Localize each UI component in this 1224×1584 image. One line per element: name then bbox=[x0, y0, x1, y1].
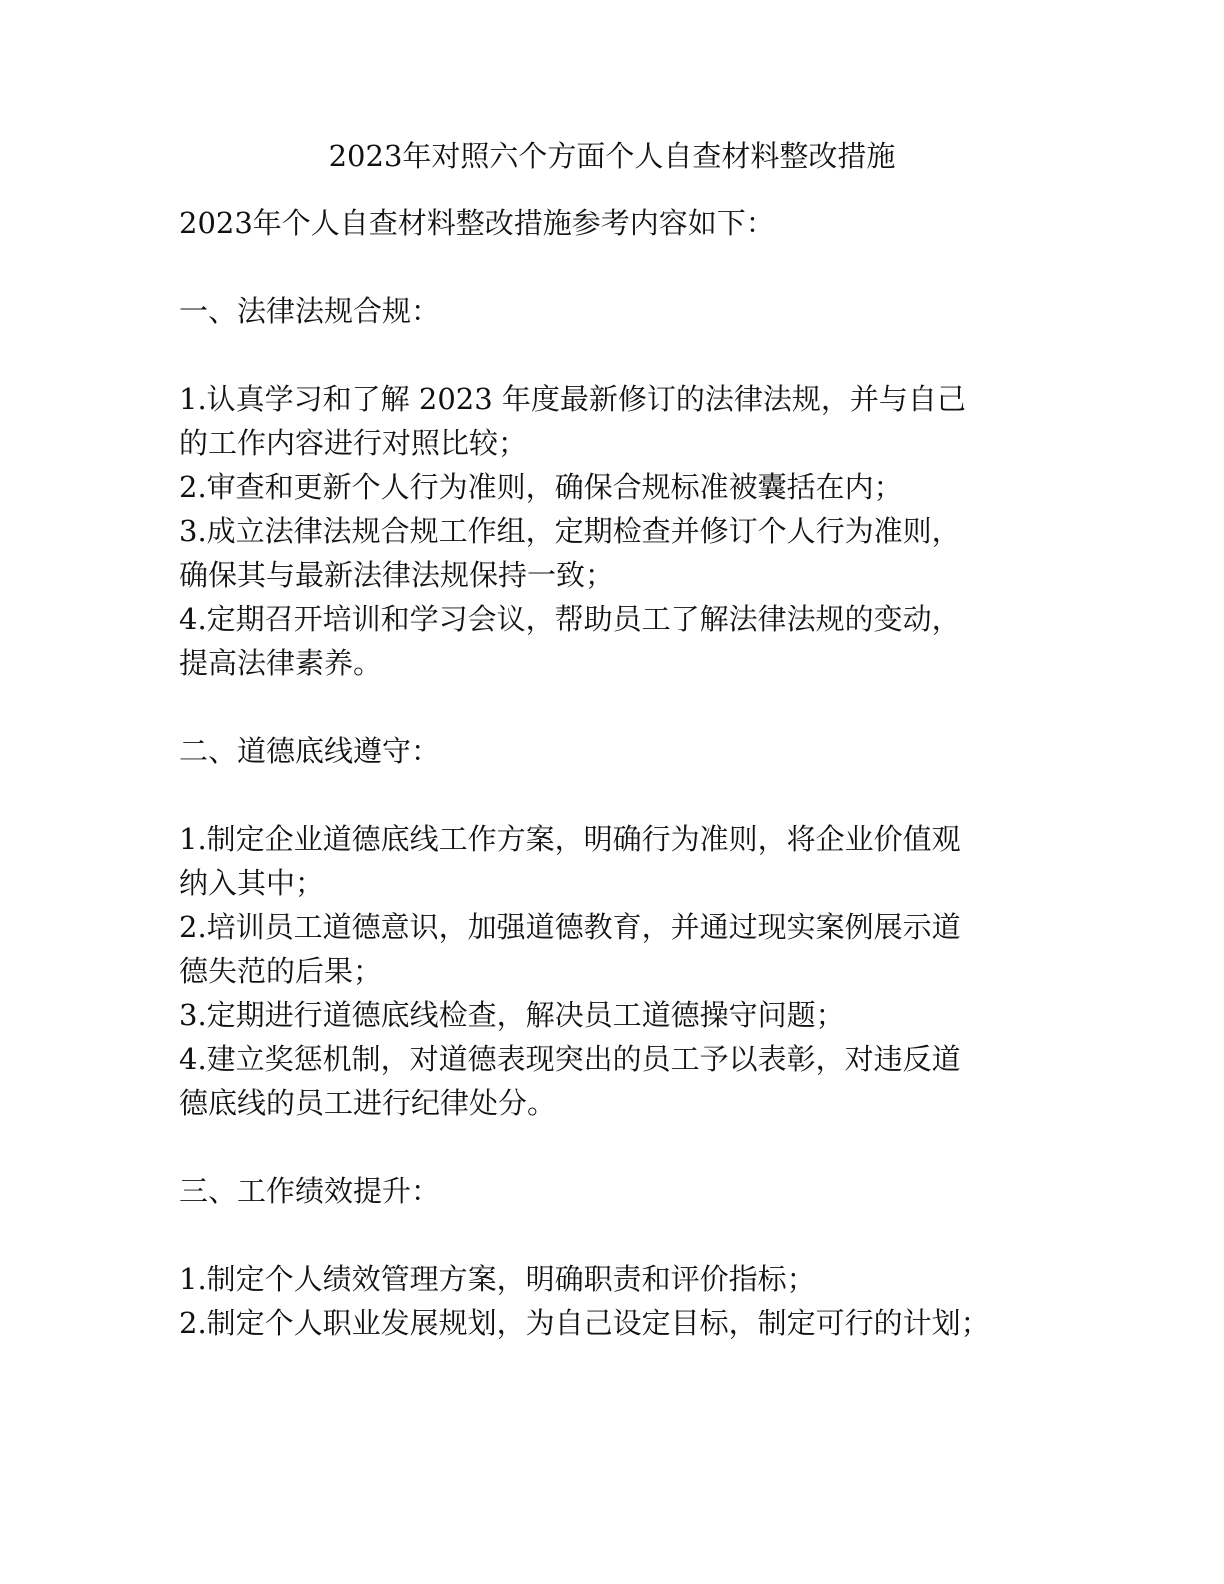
paragraph-line: 2.制定个人职业发展规划，为自己设定目标，制定可行的计划； bbox=[179, 1306, 990, 1340]
spacer bbox=[179, 245, 1059, 289]
paragraph-line: 提高法律素养。 bbox=[179, 646, 383, 680]
paragraph-line: 4.定期召开培训和学习会议，帮助员工了解法律法规的变动， bbox=[179, 602, 961, 636]
paragraph-line: 3.成立法律法规合规工作组，定期检查并修订个人行为准则， bbox=[179, 514, 961, 548]
paragraph-line: 德失范的后果； bbox=[179, 954, 383, 988]
paragraph-line: 2.审查和更新个人行为准则，确保合规标准被囊括在内； bbox=[179, 470, 903, 504]
spacer bbox=[179, 685, 1059, 729]
intro-paragraph: 2023年个人自查材料整改措施参考内容如下： bbox=[179, 206, 775, 240]
spacer bbox=[179, 773, 1059, 817]
paragraph-line: 的工作内容进行对照比较； bbox=[179, 426, 528, 460]
paragraph-line: 2.培训员工道德意识，加强道德教育，并通过现实案例展示道 bbox=[179, 910, 961, 944]
section-heading-performance: 三、工作绩效提升： bbox=[179, 1174, 441, 1208]
spacer bbox=[179, 333, 1059, 377]
paragraph-line: 3.定期进行道德底线检查，解决员工道德操守问题； bbox=[179, 998, 845, 1032]
document-body bbox=[179, 201, 1059, 1345]
spacer bbox=[179, 1213, 1059, 1257]
paragraph-line: 德底线的员工进行纪律处分。 bbox=[179, 1086, 557, 1120]
section-heading-legal: 一、法律法规合规： bbox=[179, 294, 441, 328]
paragraph-line: 纳入其中； bbox=[179, 866, 325, 900]
paragraph-line: 确保其与最新法律法规保持一致； bbox=[179, 558, 615, 592]
paragraph-line: 1.制定企业道德底线工作方案，明确行为准则，将企业价值观 bbox=[179, 822, 961, 856]
document-title: 2023年对照六个方面个人自查材料整改措施 bbox=[328, 139, 896, 173]
paragraph-line: 1.认真学习和了解 2023 年度最新修订的法律法规，并与自己 bbox=[179, 382, 966, 416]
paragraph-line: 1.制定个人绩效管理方案，明确职责和评价指标； bbox=[179, 1262, 816, 1296]
paragraph-line: 4.建立奖惩机制，对道德表现突出的员工予以表彰，对违反道 bbox=[179, 1042, 961, 1076]
section-heading-ethics: 二、道德底线遵守： bbox=[179, 734, 441, 768]
spacer bbox=[179, 1125, 1059, 1169]
